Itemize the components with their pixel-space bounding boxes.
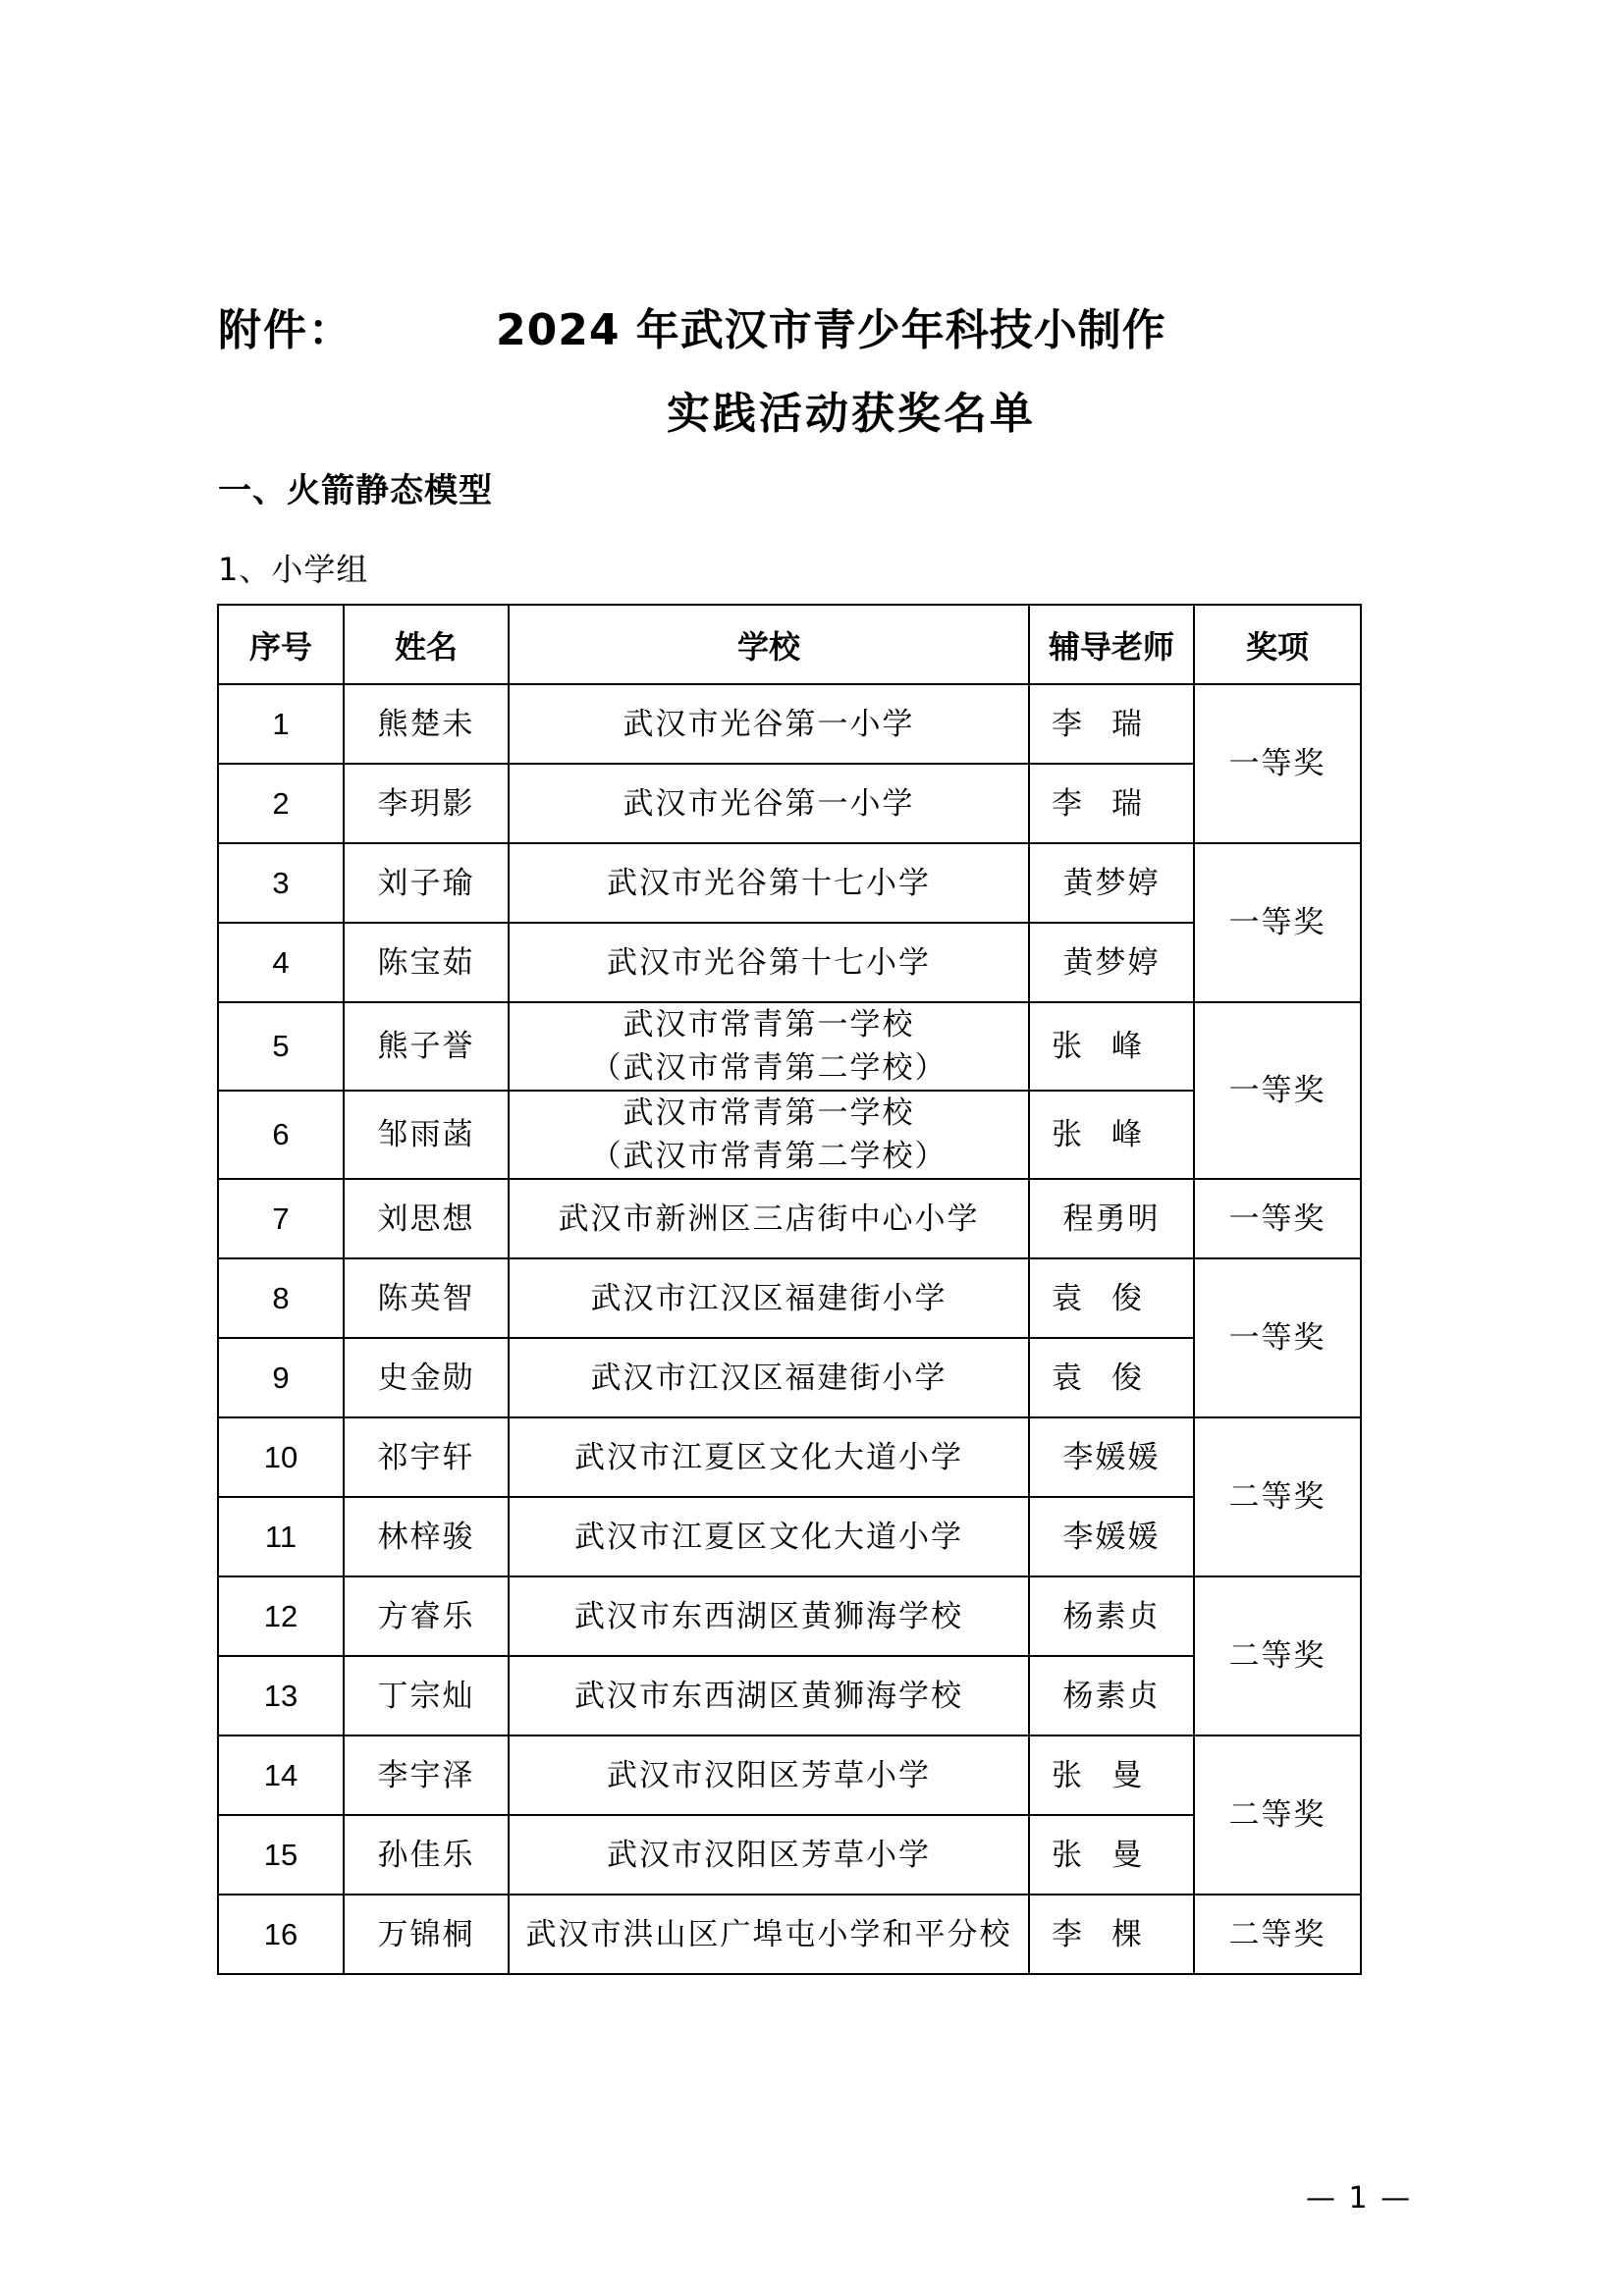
school-name: 武汉市江夏区文化大道小学 <box>509 1497 1029 1576</box>
student-name: 熊子誉 <box>344 1002 509 1091</box>
table-row <box>218 1576 1361 1656</box>
teacher-name: 张曼 <box>1029 1815 1194 1895</box>
table-row <box>218 1179 1361 1258</box>
award-level: 二等奖 <box>1194 1576 1361 1735</box>
row-number: 8 <box>218 1258 344 1338</box>
school-name: 武汉市洪山区广埠屯小学和平分校 <box>509 1895 1029 1974</box>
teacher-name: 李棵 <box>1029 1895 1194 1974</box>
row-number: 6 <box>218 1091 344 1179</box>
page-number: — 1 — <box>1306 2181 1413 2216</box>
table-row <box>218 1338 1361 1417</box>
teacher-name: 李媛媛 <box>1029 1497 1194 1576</box>
award-level: 一等奖 <box>1194 1179 1361 1258</box>
award-level: 一等奖 <box>1194 684 1361 843</box>
teacher-name: 黄梦婷 <box>1029 843 1194 923</box>
teacher-name: 张曼 <box>1029 1735 1194 1815</box>
table-row <box>218 1258 1361 1338</box>
row-number: 15 <box>218 1815 344 1895</box>
teacher-name: 李瑞 <box>1029 764 1194 843</box>
document-title-line2: 实践活动获奖名单 <box>667 389 1036 439</box>
student-name: 孙佳乐 <box>344 1815 509 1895</box>
row-number: 14 <box>218 1735 344 1815</box>
school-name: 武汉市东西湖区黄狮海学校 <box>509 1656 1029 1735</box>
row-number: 2 <box>218 764 344 843</box>
teacher-name: 黄梦婷 <box>1029 923 1194 1002</box>
awards-table <box>217 604 1362 1975</box>
school-name: 武汉市江汉区福建街小学 <box>509 1258 1029 1338</box>
student-name: 熊楚未 <box>344 684 509 764</box>
row-number: 11 <box>218 1497 344 1576</box>
row-number: 10 <box>218 1417 344 1497</box>
student-name: 林梓骏 <box>344 1497 509 1576</box>
student-name: 李玥影 <box>344 764 509 843</box>
school-name: 武汉市江汉区福建街小学 <box>509 1338 1029 1417</box>
teacher-name: 张峰 <box>1029 1002 1194 1091</box>
award-level: 一等奖 <box>1194 1258 1361 1417</box>
column-header-teacher: 辅导老师 <box>1029 605 1194 684</box>
table-row <box>218 1002 1361 1091</box>
student-name: 方睿乐 <box>344 1576 509 1656</box>
table-row <box>218 764 1361 843</box>
teacher-name: 李瑞 <box>1029 684 1194 764</box>
table-row <box>218 1417 1361 1497</box>
award-level: 二等奖 <box>1194 1417 1361 1576</box>
row-number: 12 <box>218 1576 344 1656</box>
teacher-name: 程勇明 <box>1029 1179 1194 1258</box>
subsection-heading: 1、小学组 <box>218 551 369 588</box>
school-name: 武汉市江夏区文化大道小学 <box>509 1417 1029 1497</box>
row-number: 5 <box>218 1002 344 1091</box>
award-level: 一等奖 <box>1194 1002 1361 1179</box>
row-number: 13 <box>218 1656 344 1735</box>
school-name: 武汉市新洲区三店街中心小学 <box>509 1179 1029 1258</box>
school-name: 武汉市光谷第十七小学 <box>509 923 1029 1002</box>
column-header-school: 学校 <box>509 605 1029 684</box>
column-header-name: 姓名 <box>344 605 509 684</box>
table-row <box>218 1735 1361 1815</box>
table-row <box>218 1656 1361 1735</box>
table-header-row <box>218 605 1361 684</box>
teacher-name: 杨素贞 <box>1029 1656 1194 1735</box>
school-name: 武汉市东西湖区黄狮海学校 <box>509 1576 1029 1656</box>
student-name: 陈英智 <box>344 1258 509 1338</box>
teacher-name: 袁俊 <box>1029 1258 1194 1338</box>
table-row <box>218 1815 1361 1895</box>
column-header-number: 序号 <box>218 605 344 684</box>
student-name: 万锦桐 <box>344 1895 509 1974</box>
award-level: 二等奖 <box>1194 1735 1361 1895</box>
section-heading: 一、火箭静态模型 <box>218 471 493 510</box>
table-row <box>218 1895 1361 1974</box>
student-name: 邹雨菡 <box>344 1091 509 1179</box>
row-number: 4 <box>218 923 344 1002</box>
school-name: 武汉市光谷第一小学 <box>509 764 1029 843</box>
teacher-name: 杨素贞 <box>1029 1576 1194 1656</box>
student-name: 史金勋 <box>344 1338 509 1417</box>
student-name: 祁宇轩 <box>344 1417 509 1497</box>
table-row <box>218 1497 1361 1576</box>
school-name: 武汉市汉阳区芳草小学 <box>509 1815 1029 1895</box>
row-number: 3 <box>218 843 344 923</box>
table-row <box>218 843 1361 923</box>
school-name: 武汉市光谷第十七小学 <box>509 843 1029 923</box>
row-number: 9 <box>218 1338 344 1417</box>
student-name: 陈宝茹 <box>344 923 509 1002</box>
column-header-award: 奖项 <box>1194 605 1361 684</box>
school-name: 武汉市汉阳区芳草小学 <box>509 1735 1029 1815</box>
student-name: 李宇泽 <box>344 1735 509 1815</box>
school-name: 武汉市常青第一学校 （武汉市常青第二学校） <box>509 1002 1029 1091</box>
school-name: 武汉市常青第一学校 （武汉市常青第二学校） <box>509 1091 1029 1179</box>
school-name: 武汉市光谷第一小学 <box>509 684 1029 764</box>
table-row <box>218 1091 1361 1179</box>
award-level: 二等奖 <box>1194 1895 1361 1974</box>
student-name: 刘子瑜 <box>344 843 509 923</box>
award-level: 一等奖 <box>1194 843 1361 1002</box>
table-row <box>218 684 1361 764</box>
document-title-line1: 2024 年武汉市青少年科技小制作 <box>496 305 1166 355</box>
teacher-name: 张峰 <box>1029 1091 1194 1179</box>
attachment-label: 附件： <box>218 305 353 355</box>
table-row <box>218 923 1361 1002</box>
teacher-name: 袁俊 <box>1029 1338 1194 1417</box>
row-number: 1 <box>218 684 344 764</box>
teacher-name: 李媛媛 <box>1029 1417 1194 1497</box>
student-name: 丁宗灿 <box>344 1656 509 1735</box>
row-number: 7 <box>218 1179 344 1258</box>
row-number: 16 <box>218 1895 344 1974</box>
student-name: 刘思想 <box>344 1179 509 1258</box>
